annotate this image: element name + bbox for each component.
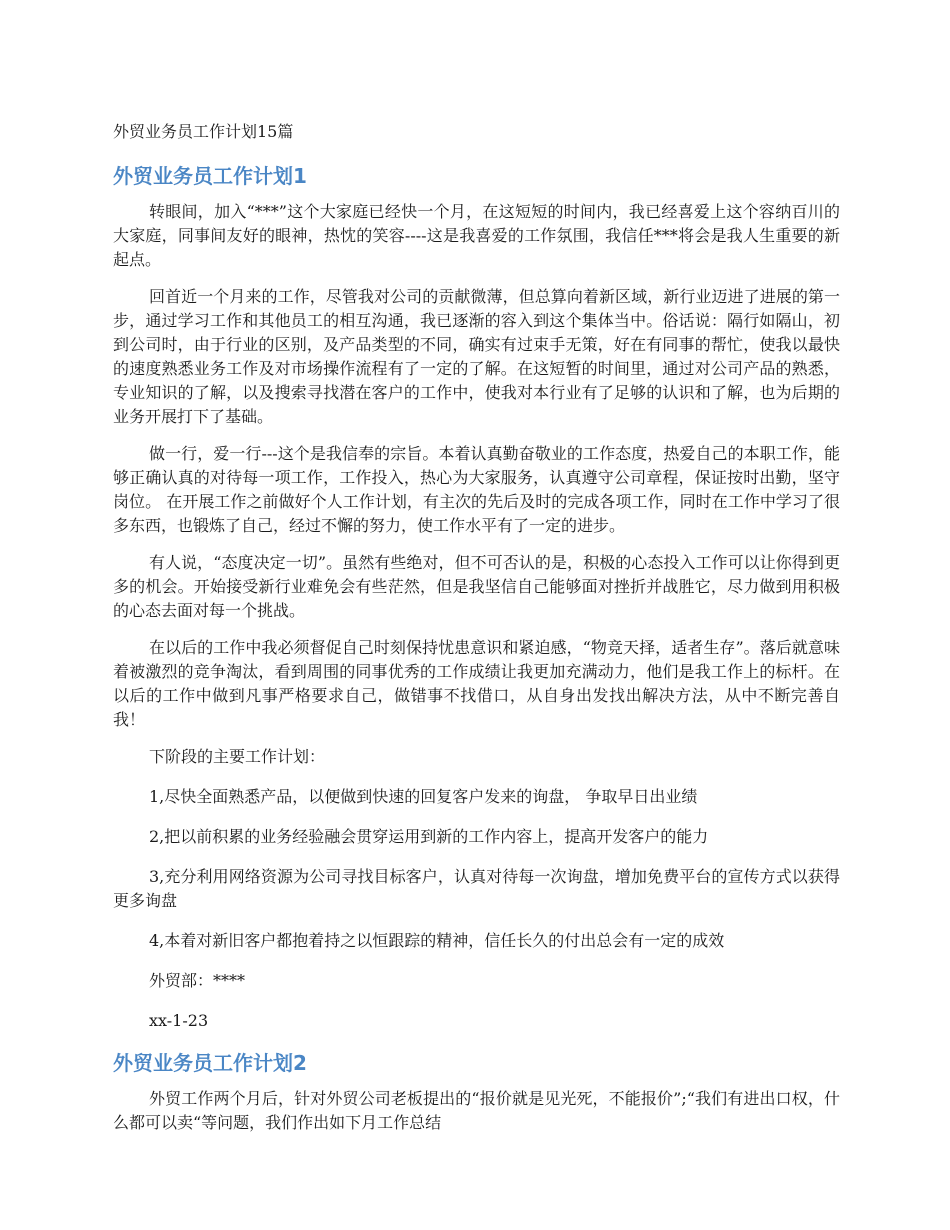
section-heading: 外贸业务员工作计划1 (113, 164, 307, 188)
section-heading: 外贸业务员工作计划2 (113, 1051, 307, 1075)
document-title: 外贸业务员工作计划15篇 (113, 122, 294, 141)
section-1 (113, 162, 840, 1033)
section-2 (113, 1049, 840, 1135)
paragraph: 有人说，“态度决定一切”。虽然有些绝对，但不可否认的是，积极的心态投入工作可以让你得到更多的机会。开始接受新行业难免会有些茫然，但是我坚信自己能够面对挫折并战胜它，尽力做到用积极的心态去面对每一个挑战。 (113, 553, 840, 620)
paragraph: 外贸工作两个月后，针对外贸公司老板提出的“报价就是见光死，不能报价”;“我们有进出口权，什么都可以卖“等问题，我们作出如下月工作总结 (113, 1089, 840, 1132)
signature-department: 外贸部：**** (149, 971, 246, 990)
paragraph: 做一行，爱一行---这个是我信奉的宗旨。本着认真勤奋敬业的工作态度，热爱自己的本职工作，能够正确认真的对待每一项工作，工作投入，热心为大家服务，认真遵守公司章程，保证按时出勤，坚守岗位。 在开展工作之前做好个人工作计划，有主次的先后及时的完成各项工作，同时在工作中学习了很多东西，也锻炼了自己，经过不懈的努力，使工作水平有了一定的进步。 (113, 444, 840, 535)
plan-item: 4,本着对新旧客户都抱着持之以恒跟踪的精神，信任长久的付出总会有一定的成效 (149, 931, 725, 950)
plan-item: 2,把以前积累的业务经验融会贯穿运用到新的工作内容上，提高开发客户的能力 (149, 827, 709, 846)
paragraph: 转眼间，加入“***”这个大家庭已经快一个月，在这短短的时间内，我已经喜爱上这个容纳百川的大家庭，同事间友好的眼神，热忱的笑容----这是我喜爱的工作氛围，我信任***将会是我人生重要的新起点。 (113, 202, 840, 269)
signature-date: xx-1-23 (149, 1011, 209, 1030)
document-page (113, 120, 840, 1148)
paragraph: 回首近一个月来的工作，尽管我对公司的贡献微薄，但总算向着新区域，新行业迈进了进展的第一步，通过学习工作和其他员工的相互沟通，我已逐渐的容入到这个集体当中。俗话说：隔行如隔山，初到公司时，由于行业的区别，及产品类型的不同，确实有过束手无策，好在有同事的帮忙，使我以最快的速度熟悉业务工作及对市场操作流程有了一定的了解。在这短暂的时间里，通过对公司产品的熟悉，专业知识的了解，以及搜索寻找潜在客户的工作中，使我对本行业有了足够的认识和了解，也为后期的业务开展打下了基础。 (113, 287, 840, 426)
plan-item: 1,尽快全面熟悉产品，以便做到快速的回复客户发来的询盘， 争取早日出业绩 (149, 787, 698, 806)
paragraph: 在以后的工作中我必须督促自己时刻保持忧患意识和紧迫感，“物竞天择，适者生存”。落后就意味着被激烈的竞争淘汰，看到周围的同事优秀的工作成绩让我更加充满动力，他们是我工作上的标杆。在以后的工作中做到凡事严格要求自己，做错事不找借口，从自身出发找出解决方法，从中不断完善自我！ (113, 638, 840, 729)
paragraph: 下阶段的主要工作计划： (149, 747, 326, 766)
plan-item: 3,充分利用网络资源为公司寻找目标客户，认真对待每一次询盘，增加免费平台的宣传方式以获得更多询盘 (113, 867, 840, 910)
